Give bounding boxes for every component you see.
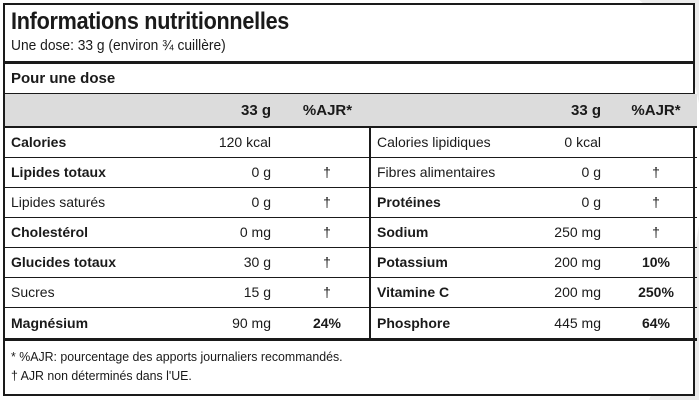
nutrient-name: Lipides saturés bbox=[11, 194, 106, 210]
nutrient-name: Protéines bbox=[370, 187, 525, 217]
nutrient-row bbox=[5, 307, 697, 339]
column-header-ajr-right: %AJR* bbox=[615, 94, 697, 127]
column-header-ajr-left: %AJR* bbox=[285, 94, 370, 127]
nutrient-row bbox=[5, 127, 697, 157]
nutrient-ajr: † bbox=[323, 194, 331, 210]
nutrient-name: Glucides totaux bbox=[11, 254, 117, 270]
nutrient-ajr: 10% bbox=[641, 254, 671, 270]
nutrient-ajr: † bbox=[652, 164, 660, 180]
nutrient-row bbox=[5, 277, 697, 307]
nutrient-row bbox=[5, 217, 697, 247]
nutrient-amount: 0 g bbox=[581, 164, 601, 180]
page-title: Informations nutritionnelles bbox=[11, 8, 290, 35]
serving-size: Une dose: 33 g (environ ¾ cuillère) bbox=[11, 37, 226, 54]
nutrient-row bbox=[5, 247, 697, 277]
nutrition-header bbox=[5, 5, 693, 64]
column-header-blank-left bbox=[5, 94, 155, 127]
nutrient-ajr: 64% bbox=[641, 314, 671, 331]
nutrient-ajr bbox=[615, 127, 697, 157]
nutrient-name: Vitamine C bbox=[370, 277, 525, 307]
nutrient-ajr: † bbox=[323, 164, 331, 180]
nutrient-ajr: † bbox=[323, 254, 331, 270]
column-header-amount-right: 33 g bbox=[525, 94, 615, 127]
nutrition-table bbox=[5, 94, 697, 341]
per-dose-label: Pour une dose bbox=[5, 64, 693, 94]
nutrient-ajr: 24% bbox=[312, 314, 342, 331]
nutrient-amount: 0 mg bbox=[239, 224, 271, 240]
nutrient-amount: 30 g bbox=[243, 254, 271, 270]
nutrient-amount: 0 kcal bbox=[564, 134, 601, 151]
nutrient-name: Cholestérol bbox=[11, 224, 89, 240]
nutrient-name: Phosphore bbox=[370, 307, 525, 339]
nutrition-facts-panel bbox=[3, 3, 695, 396]
footnotes bbox=[5, 341, 693, 385]
nutrient-name: Potassium bbox=[370, 247, 525, 277]
nutrient-name: Sucres bbox=[11, 284, 55, 300]
nutrient-amount: 0 g bbox=[251, 164, 271, 180]
footnote-dagger: † AJR non déterminés dans l'UE. bbox=[11, 367, 192, 383]
nutrient-amount: 200 mg bbox=[554, 284, 601, 300]
nutrient-amount: 90 mg bbox=[232, 314, 271, 331]
column-header-amount-left: 33 g bbox=[155, 94, 285, 127]
nutrient-ajr: † bbox=[323, 224, 331, 240]
nutrient-ajr: † bbox=[652, 194, 660, 210]
nutrient-ajr: † bbox=[652, 224, 660, 240]
nutrient-name: Calories lipidiques bbox=[370, 127, 525, 157]
column-header-row bbox=[5, 94, 697, 127]
nutrient-ajr: † bbox=[323, 284, 331, 300]
nutrient-name: Fibres alimentaires bbox=[370, 157, 525, 187]
nutrient-amount: 250 mg bbox=[554, 224, 601, 240]
nutrient-name: Lipides totaux bbox=[11, 164, 106, 180]
nutrient-amount: 15 g bbox=[243, 284, 271, 300]
nutrient-amount: 0 g bbox=[251, 194, 271, 210]
nutrient-row bbox=[5, 157, 697, 187]
nutrient-name: Magnésium bbox=[11, 314, 89, 331]
column-header-blank-right bbox=[370, 94, 525, 127]
nutrient-name: Sodium bbox=[370, 217, 525, 247]
nutrient-amount: 120 kcal bbox=[218, 134, 271, 151]
nutrient-amount: 200 mg bbox=[554, 254, 601, 270]
nutrient-row bbox=[5, 187, 697, 217]
footnote-ajr-definition: * %AJR: pourcentage des apports journaliers recommandés. bbox=[11, 348, 343, 364]
nutrient-amount: 0 g bbox=[581, 194, 601, 210]
nutrient-amount: 445 mg bbox=[554, 314, 601, 331]
nutrient-name: Calories bbox=[11, 134, 67, 151]
nutrient-ajr bbox=[285, 127, 370, 157]
nutrient-ajr: 250% bbox=[638, 284, 674, 300]
